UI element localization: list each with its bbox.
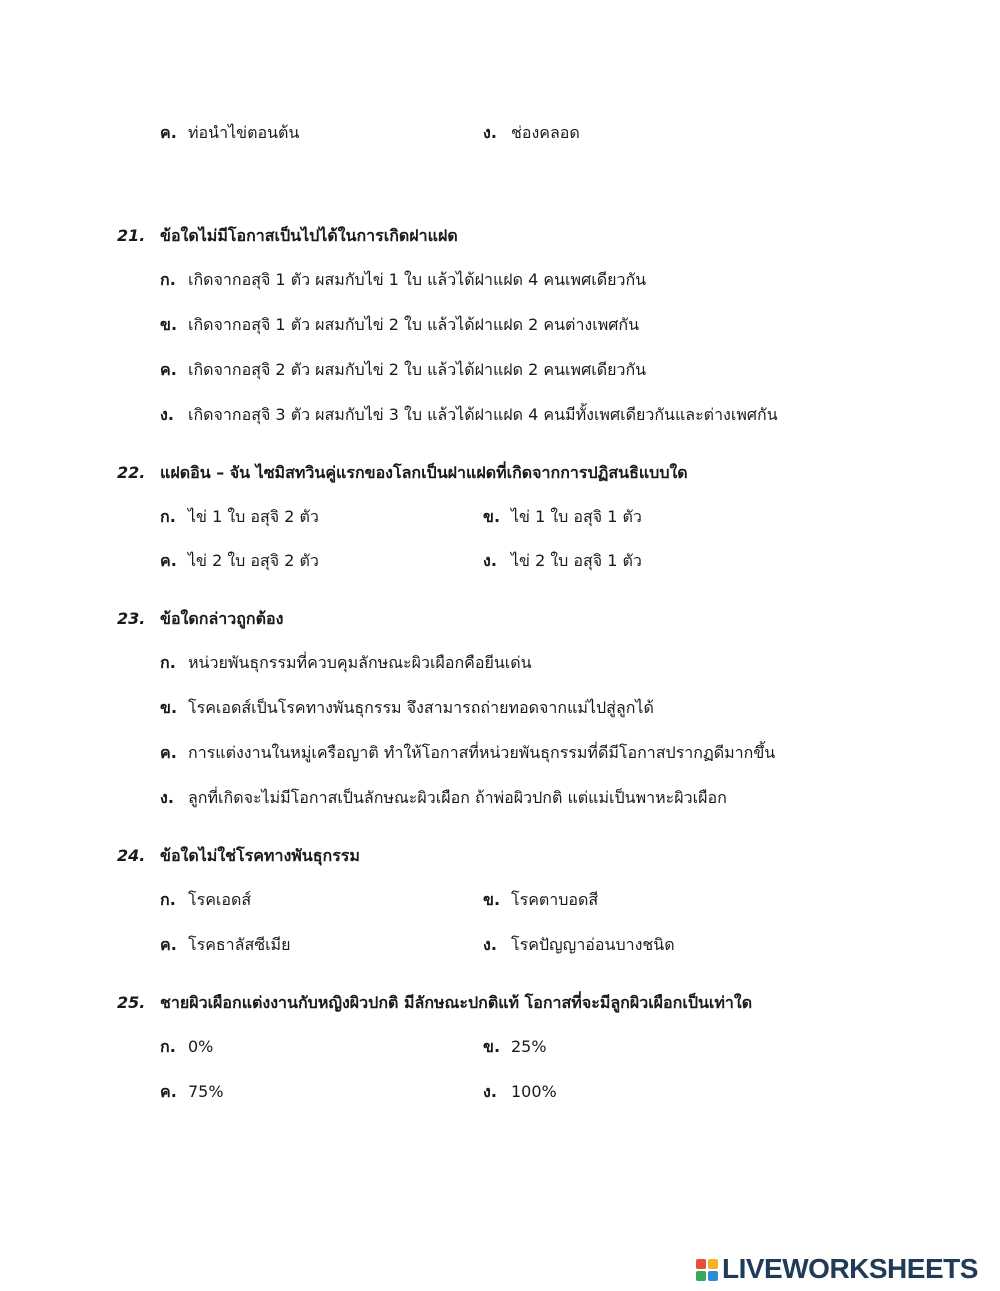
- option-letter: ค.: [160, 551, 177, 570]
- option-letter: ง.: [160, 405, 174, 424]
- option-text: ไข่ 1 ใบ อสุจิ 2 ตัว: [188, 507, 319, 526]
- liveworksheets-logo-icon: [696, 1259, 718, 1281]
- option-text: เกิดจากอสุจิ 1 ตัว ผสมกับไข่ 1 ใบ แล้วได้ฝาแฝด 4 คนเพศเดียวกัน: [188, 270, 647, 289]
- option-text: 100%: [511, 1082, 557, 1101]
- option-text: หน่วยพันธุกรรมที่ควบคุมลักษณะผิวเผือกคือยีนเด่น: [188, 653, 532, 672]
- question-text: ชายผิวเผือกแต่งงานกับหญิงผิวปกติ มีลักษณะปกติแท้ โอกาสที่จะมีลูกผิวเผือกเป็นเท่าใด: [160, 993, 753, 1012]
- question-number: 25.: [117, 993, 146, 1012]
- question-text: แฝดอิน – จัน ไซมิสทวินคู่แรกของโลกเป็นฝาแฝดที่เกิดจากการปฏิสนธิแบบใด: [160, 463, 688, 482]
- liveworksheets-logo[interactable]: [696, 1251, 996, 1287]
- option-text: โรคเอดส์: [188, 890, 252, 909]
- option-letter: ข.: [160, 315, 178, 334]
- option-letter: ค.: [160, 935, 177, 954]
- logo-icon-square: [696, 1271, 706, 1281]
- option-text: ไข่ 2 ใบ อสุจิ 2 ตัว: [188, 551, 319, 570]
- option-letter: ก.: [160, 270, 176, 289]
- question-text: ข้อใดไม่ใช่โรคทางพันธุกรรม: [160, 846, 360, 865]
- option-letter: ก.: [160, 890, 176, 909]
- option-text: เกิดจากอสุจิ 3 ตัว ผสมกับไข่ 3 ใบ แล้วได้ฝาแฝด 4 คนมีทั้งเพศเดียวกันและต่างเพศกัน: [188, 405, 778, 424]
- question-number: 22.: [117, 463, 146, 482]
- logo-icon-square: [696, 1259, 706, 1269]
- option-text: 25%: [511, 1037, 547, 1056]
- option-letter: ก.: [160, 507, 176, 526]
- logo-icon-square: [708, 1271, 718, 1281]
- option-letter: ง.: [483, 1082, 497, 1101]
- option-letter: ข.: [483, 507, 501, 526]
- option-letter: ก.: [160, 1037, 176, 1056]
- option-text: ไข่ 1 ใบ อสุจิ 1 ตัว: [511, 507, 642, 526]
- option-letter: ก.: [160, 653, 176, 672]
- option-text: เกิดจากอสุจิ 2 ตัว ผสมกับไข่ 2 ใบ แล้วได้ฝาแฝด 2 คนเพศเดียวกัน: [188, 360, 647, 379]
- logo-icon-square: [708, 1259, 718, 1269]
- option-letter: ข.: [160, 698, 178, 717]
- option-letter: ค.: [160, 1082, 177, 1101]
- option-text: ไข่ 2 ใบ อสุจิ 1 ตัว: [511, 551, 642, 570]
- option-text: การแต่งงานในหมู่เครือญาติ ทำให้โอกาสที่หน่วยพันธุกรรมที่ดีมีโอกาสปรากฏดีมากขึ้น: [188, 743, 776, 762]
- option-text: โรคเอดส์เป็นโรคทางพันธุกรรม จึงสามารถถ่ายทอดจากแม่ไปสู่ลูกได้: [188, 698, 654, 717]
- question-number: 24.: [117, 846, 146, 865]
- logo-text: LIVEWORKSHEETS: [722, 1253, 978, 1284]
- option-letter: ค.: [160, 123, 177, 142]
- option-letter: ง.: [483, 123, 497, 142]
- option-text: โรคปัญญาอ่อนบางชนิด: [511, 935, 675, 954]
- question-text: ข้อใดไม่มีโอกาสเป็นไปได้ในการเกิดฝาแฝด: [160, 226, 458, 245]
- option-letter: ข.: [483, 1037, 501, 1056]
- option-letter: ง.: [160, 788, 174, 807]
- option-text: โรคธาลัสซีเมีย: [188, 935, 291, 954]
- question-text: ข้อใดกล่าวถูกต้อง: [160, 609, 284, 628]
- option-letter: ค.: [160, 743, 177, 762]
- option-text: 75%: [188, 1082, 224, 1101]
- option-text: ท่อนำไข่ตอนต้น: [188, 123, 300, 142]
- option-letter: ง.: [483, 551, 497, 570]
- option-text: ช่องคลอด: [511, 123, 580, 142]
- option-text: เกิดจากอสุจิ 1 ตัว ผสมกับไข่ 2 ใบ แล้วได้ฝาแฝด 2 คนต่างเพศกัน: [188, 315, 640, 334]
- option-letter: ค.: [160, 360, 177, 379]
- question-number: 23.: [117, 609, 146, 628]
- option-letter: ง.: [483, 935, 497, 954]
- question-number: 21.: [117, 226, 146, 245]
- option-text: 0%: [188, 1037, 214, 1056]
- option-letter: ข.: [483, 890, 501, 909]
- option-text: โรคตาบอดสี: [511, 890, 599, 909]
- option-text: ลูกที่เกิดจะไม่มีโอกาสเป็นลักษณะผิวเผือก ถ้าพ่อผิวปกติ แต่แม่เป็นพาหะผิวเผือก: [188, 788, 727, 807]
